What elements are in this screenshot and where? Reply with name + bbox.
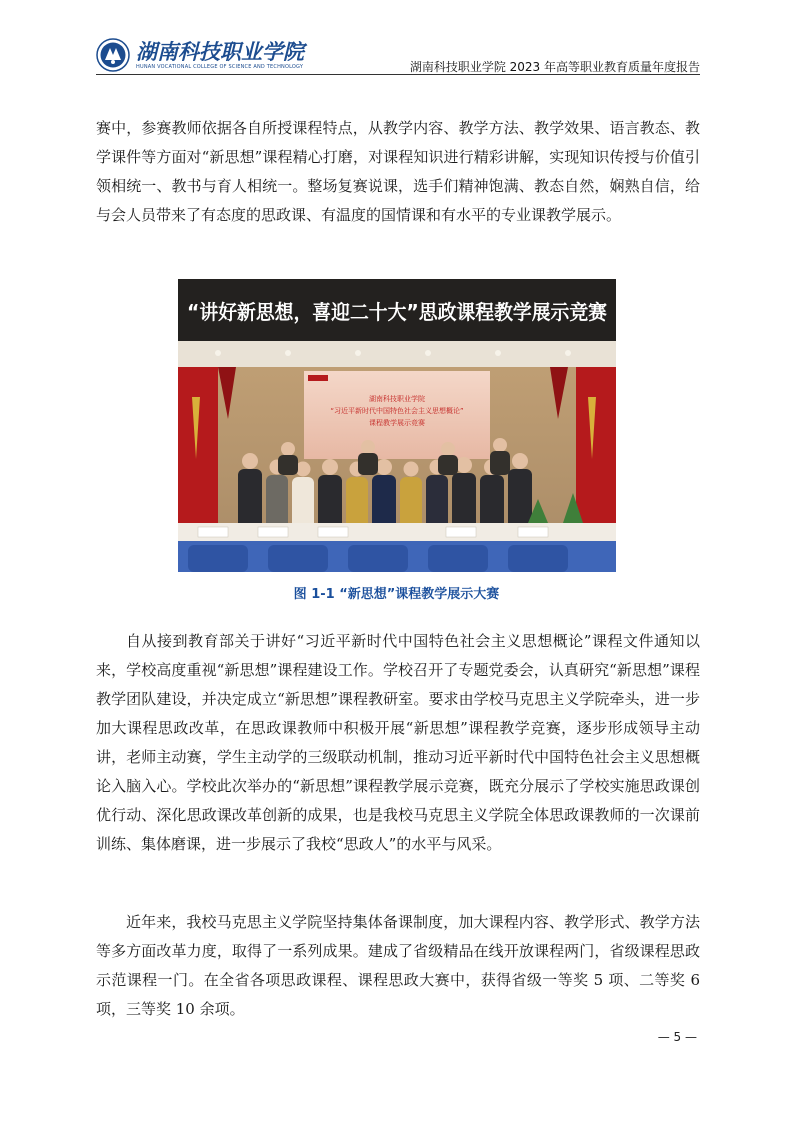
report-title: 湖南科技职业学院 2023 年高等职业教育质量年度报告 (409, 60, 700, 74)
curtain-left (178, 367, 218, 537)
page-header (96, 36, 700, 76)
curtain-right (576, 367, 616, 537)
paragraph-3: 近年来，我校马克思主义学院坚持集体备课制度，加大课程内容、教学形式、教学方法等多方面改革力度，取得了一系列成果。建成了省级精品在线开放课程两门，省级课程思政示范课程一门。在全省各项思政课程、课程思政大赛中，获得省级一等奖 5 项、二等奖 6 项，三等奖 10 余项。 (96, 913, 700, 1018)
screen-line-2: “习近平新时代中国特色社会主义思想概论” (330, 407, 464, 415)
screen-line-3: 课程教学展示竞赛 (369, 419, 425, 427)
paragraph-2: 自从接到教育部关于讲好“习近平新时代中国特色社会主义思想概论”课程文件通知以来，学校高度重视“新思想”课程建设工作。学校召开了专题党委会，认真研究“新思想”课程教学团队建设，并决定成立“新思想”课程教研室。要求由学校马克思主义学院牵头，进一步加大课程思政改革，在思政课教师中积极开展“新思想”课程教学竞赛，逐步形成领导主动讲，老师主动赛，学生主动学的三级联动机制，推动习近平新时代中国特色社会主义思想概论入脑入心。学校此次举办的“新思想”课程教学展示竞赛，既充分展示了学校实施思政课创优行动、深化思政课改革创新的成果，也是我校马克思主义学院全体思政课教师的一次课前训练、集体磨课，进一步展示了我校“思政人”的水平与风采。 (96, 632, 700, 853)
event-photo-illustration (178, 279, 616, 572)
figure-caption: 图 1-1 “新思想”课程教学展示大赛 (293, 587, 500, 602)
page-number: — 5 — (657, 1030, 697, 1044)
banner-text: “讲好新思想，喜迎二十大”思政课程教学展示竞赛 (187, 300, 607, 324)
logo-cn-text: 湖南科技职业学院 (136, 39, 304, 63)
college-emblem-icon (96, 38, 130, 72)
projection-screen (304, 371, 490, 459)
logo-en-text: HUNAN VOCATIONAL COLLEGE OF SCIENCE AND TECHNOLOGY (136, 64, 304, 70)
paragraph-1: 赛中，参赛教师依据各自所授课程特点，从教学内容、教学方法、教学效果、语言教态、教学课件等方面对“新思想”课程精心打磨，对课程知识进行精彩讲解，实现知识传授与价值引领相统一、教书与育人相统一。整场复赛说课，选手们精神饱满、教态自然，娴熟自信，给与会人员带来了有态度的思政课、有温度的国情课和有水平的专业课教学展示。 (96, 119, 700, 224)
event-photo (178, 279, 616, 572)
header-divider (96, 74, 700, 75)
screen-line-1: 湖南科技职业学院 (369, 395, 425, 403)
college-logo-wordmark (136, 39, 336, 63)
